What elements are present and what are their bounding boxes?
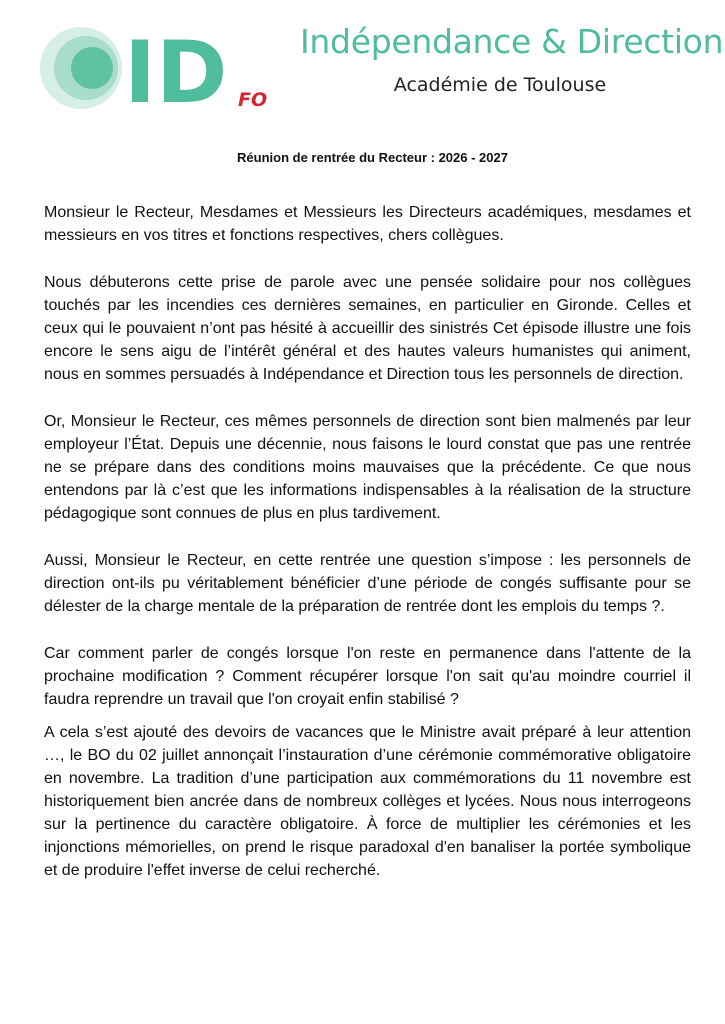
id-fo-logo [40,22,270,114]
paragraph-solidarity: Nous débuterons cette prise de parole avec une pensée solidaire pour nos collègues touchés par les incendies ces dernières semaines, en particulier en Gironde. Celles et ceux qui le pouvaient n’ont pas hésité à accueillir des sinistrés Cet épisode illustre une fois encore le sens aigu de l’intérêt général et des hautes valeurs humanistes qui animent, nous en sommes persuadés à Indépendance et Direction tous les personnels de direction. [44,274,691,383]
paragraph-conges: Car comment parler de congés lorsque l'on reste en permanence dans l'attente de la prochaine modification ? Comment récupérer lorsque l'on sait qu'au moindre courriel il faudra reprendre un travail que l'on croyait enfin stabilisé ? [44,645,691,708]
document-title: Réunion de rentrée du Recteur : 2026 - 2027 [237,150,508,165]
organization-name: Indépendance & Direction [300,22,724,61]
logo-inner-circle [71,47,113,89]
paragraph-greeting: Monsieur le Recteur, Mesdames et Messieurs les Directeurs académiques, mesdames et messieurs en vos titres et fonctions respectives, chers collègues. [44,204,691,244]
logo-fo-badge: FO [238,89,268,111]
organization-subtitle: Académie de Toulouse [393,74,607,96]
logo-id-text: ID [124,23,228,114]
paragraph-question: Aussi, Monsieur le Recteur, en cette rentrée une question s’impose : les personnels de direction ont-ils pu véritablement bénéficier d’une période de congés suffisante pour se délester de la charge mentale de la préparation de rentrée dont les emplois du temps ?. [44,552,691,615]
paragraph-employer: Or, Monsieur le Recteur, ces mêmes personnels de direction sont bien malmenés par leur employeur l’État. Depuis une décennie, nous faisons le lourd constat que pas une rentrée ne se prépare dans des conditions moins mauvaises que la précédente. Ce que nous entendons par là c’est que les informations indispensables à la réalisation de la structure pédagogique sont connues de plus en plus tardivement. [44,413,691,522]
paragraph-ceremonie: A cela s’est ajouté des devoirs de vacances que le Ministre avait préparé à leur attention …, le BO du 02 juillet annonçait l’instauration d’une cérémonie commémorative obligatoire en novembre. La tradition d’une participation aux commémorations du 11 novembre est historiquement bien ancrée dans de nombreux collèges et lycées. Nous nous interrogeons sur la pertinence du caractère obligatoire. À force de multiplier les cérémonies et les injonctions mémorielles, on prend le risque paradoxal d'en banaliser la portée symbolique et de produire l'effet inverse de celui recherché. [44,724,691,879]
document-body [44,201,691,882]
